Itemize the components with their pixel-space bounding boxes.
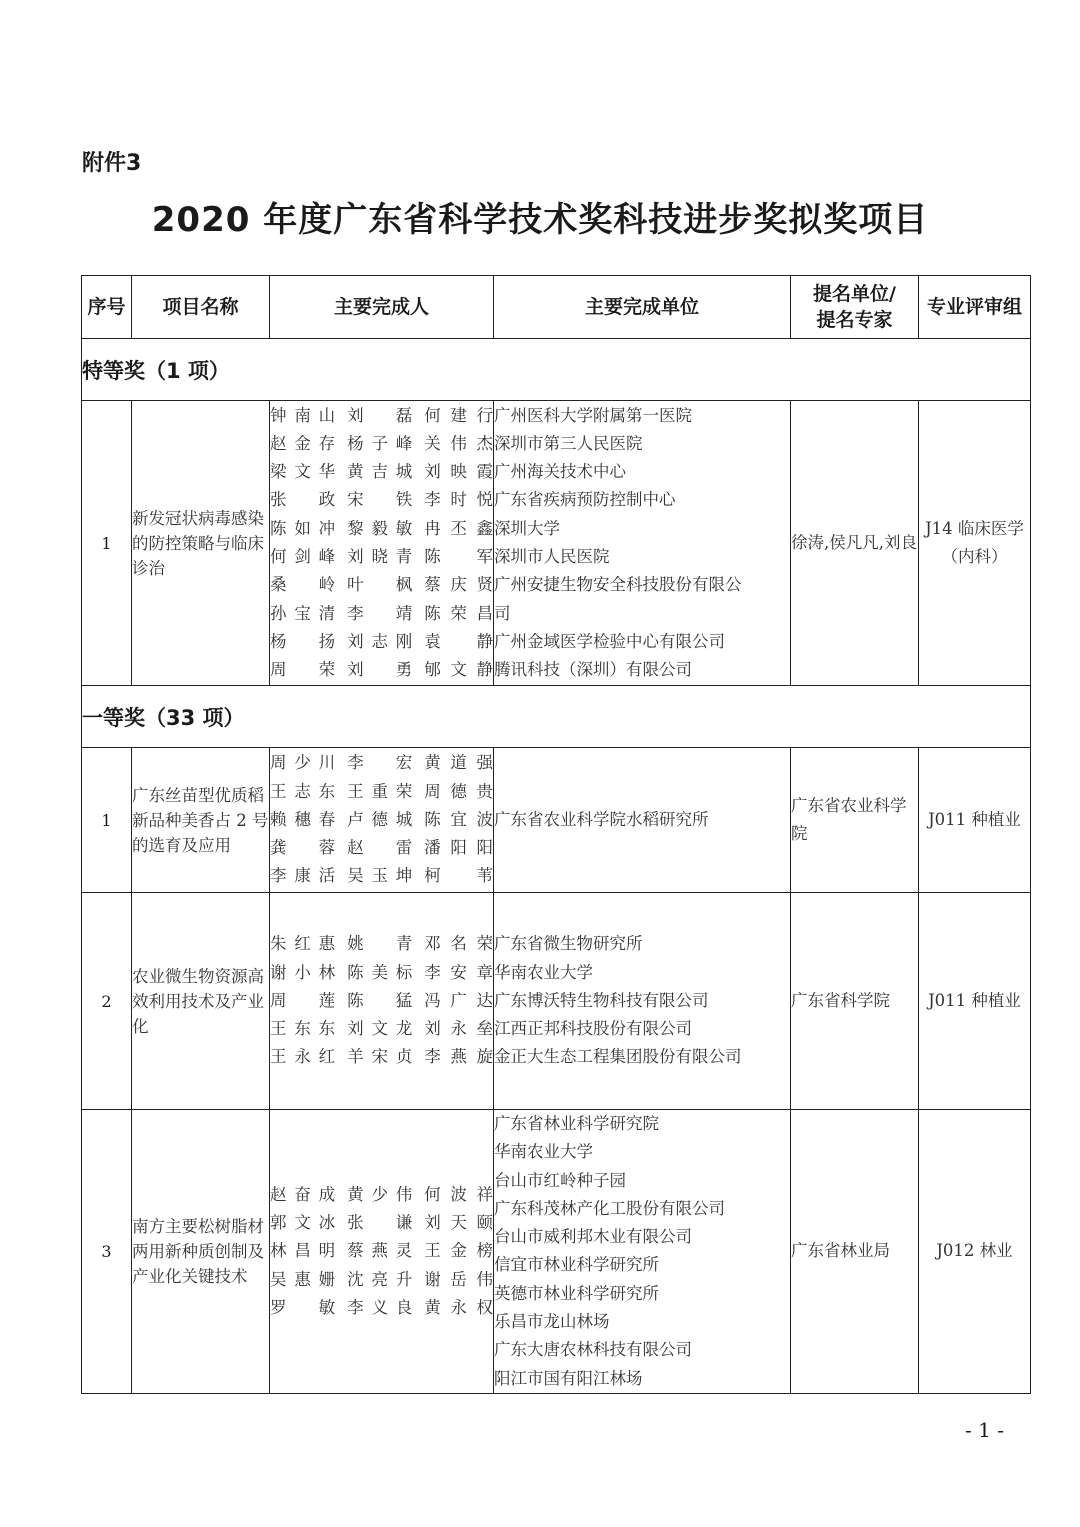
person-name: 叶 枫 — [347, 575, 413, 595]
people-line — [270, 834, 493, 862]
unit-name: 广东大唐农林科技有限公司 — [494, 1340, 692, 1360]
person-name: 陈荣昌 — [424, 603, 493, 623]
person-name: 李 宏 — [347, 753, 413, 773]
person-name: 黄少伟 — [347, 1184, 413, 1204]
person-name: 周 荣 — [270, 660, 336, 680]
people-line — [270, 806, 493, 834]
person-name: 何波祥 — [424, 1184, 493, 1204]
unit-name: 台山市红岭种子园 — [494, 1170, 626, 1190]
person-name: 王永红 — [270, 1047, 336, 1067]
units-cell — [494, 401, 791, 686]
person-name: 冉丕鑫 — [424, 518, 493, 538]
nominator: 广东省科学院 — [791, 893, 919, 1110]
unit-name: 乐昌市龙山林场 — [494, 1312, 610, 1332]
person-name: 王金榜 — [424, 1241, 493, 1261]
person-name: 李安章 — [424, 962, 493, 982]
person-name: 袁 静 — [424, 631, 493, 651]
review-group: J011 种植业 — [919, 748, 1031, 893]
section-row — [82, 686, 1031, 748]
people-line — [270, 959, 493, 987]
review-group: J14 临床医学（内科） — [919, 401, 1031, 686]
page-number: - 1 - — [965, 1418, 1004, 1442]
people-line — [270, 930, 493, 958]
people-line — [270, 1043, 493, 1071]
person-name: 刘天颐 — [424, 1213, 493, 1233]
unit-name: 广东省微生物研究所 — [494, 934, 643, 954]
person-name: 羊宋贞 — [347, 1047, 413, 1067]
person-name: 蔡燕灵 — [347, 1241, 413, 1261]
people-line — [270, 1294, 493, 1322]
person-name: 刘永垒 — [424, 1019, 493, 1039]
unit-name: 司 — [494, 603, 511, 623]
person-name: 黎毅敏 — [347, 518, 413, 538]
person-name: 蔡庆贤 — [424, 575, 493, 595]
col-header-name: 项目名称 — [132, 276, 270, 339]
review-group: J011 种植业 — [919, 893, 1031, 1110]
nominator: 广东省农业科学院 — [791, 748, 919, 893]
person-name: 吴惠姗 — [270, 1269, 336, 1289]
people-line — [270, 628, 493, 656]
unit-name: 广州金域医学检验中心有限公司 — [494, 631, 725, 651]
person-name: 李康活 — [270, 866, 336, 886]
col-header-nominator-text: 提名单位/ 提名专家 — [813, 283, 896, 331]
person-name: 何建行 — [424, 405, 493, 425]
person-name: 谢小林 — [270, 962, 336, 982]
nominator: 广东省林业局 — [791, 1110, 919, 1394]
person-name: 周少川 — [270, 753, 336, 773]
row-number: 2 — [82, 893, 132, 1110]
unit-name: 金正大生态工程集团股份有限公司 — [494, 1047, 742, 1067]
person-name: 冯广达 — [424, 990, 493, 1010]
person-name: 王重荣 — [347, 781, 413, 801]
document-title: 2020 年度广东省科学技术奖科技进步奖拟奖项目 — [151, 200, 929, 240]
person-name: 张 政 — [270, 490, 336, 510]
person-name: 桑 岭 — [270, 575, 336, 595]
unit-name: 华南农业大学 — [494, 1142, 593, 1162]
unit-name: 英德市林业科学研究所 — [494, 1283, 659, 1303]
unit-name: 深圳大学 — [494, 518, 560, 538]
unit-name: 广州安捷生物安全科技股份有限公 — [494, 575, 742, 595]
people-line — [270, 571, 493, 599]
person-name: 黄吉城 — [347, 462, 413, 482]
awards-table — [81, 275, 1031, 1394]
person-name: 刘文龙 — [347, 1019, 413, 1039]
person-name: 刘映霞 — [424, 462, 493, 482]
person-name: 王东东 — [270, 1019, 336, 1039]
person-name: 赵奋成 — [270, 1184, 336, 1204]
people-cell — [270, 1110, 494, 1394]
row-number: 1 — [82, 401, 132, 686]
people-line — [270, 656, 493, 684]
people-line — [270, 486, 493, 514]
person-name: 陈 军 — [424, 547, 493, 566]
person-name: 罗 敏 — [270, 1297, 336, 1317]
units-cell — [494, 1110, 791, 1394]
people-line — [270, 458, 493, 486]
person-name: 钟南山 — [270, 405, 336, 425]
people-line — [270, 862, 493, 890]
person-name: 沈亮升 — [347, 1269, 413, 1289]
people-line — [270, 778, 493, 806]
person-name: 姚 青 — [347, 934, 413, 954]
section-label: 特等奖（1 项） — [82, 339, 1031, 401]
section-label: 一等奖（33 项） — [82, 686, 1031, 748]
person-name: 柯 苇 — [424, 866, 493, 886]
table-header-row — [82, 276, 1031, 339]
person-name: 赵金存 — [270, 433, 336, 453]
person-name: 谢岳伟 — [424, 1269, 493, 1289]
people-line — [270, 402, 493, 430]
people-cell — [270, 748, 494, 893]
people-line — [270, 987, 493, 1015]
review-group: J012 林业 — [919, 1110, 1031, 1394]
people-line — [270, 515, 493, 543]
project-name: 新发冠状病毒感染的防控策略与临床诊治 — [132, 401, 270, 686]
person-name: 孙宝清 — [270, 603, 336, 623]
people-line — [270, 1181, 493, 1209]
table-row — [82, 1110, 1031, 1394]
person-name: 郭文冰 — [270, 1213, 336, 1233]
person-name: 吴玉坤 — [347, 866, 413, 886]
person-name: 林昌明 — [270, 1241, 336, 1261]
unit-name: 深圳市人民医院 — [494, 547, 610, 566]
col-header-units: 主要完成单位 — [494, 276, 791, 339]
people-line — [270, 1237, 493, 1265]
person-name: 关伟杰 — [424, 433, 493, 453]
col-header-people: 主要完成人 — [270, 276, 494, 339]
person-name: 赖穗春 — [270, 809, 336, 829]
person-name: 黄道强 — [424, 753, 493, 773]
person-name: 潘阳阳 — [424, 838, 493, 858]
table-row — [82, 748, 1031, 893]
person-name: 周德贵 — [424, 781, 493, 801]
nominator: 徐涛,侯凡凡,刘良 — [791, 401, 919, 686]
unit-name: 广东科茂林产化工股份有限公司 — [494, 1198, 725, 1218]
unit-name: 广州海关技术中心 — [494, 462, 626, 482]
people-line — [270, 1209, 493, 1237]
people-line — [270, 1015, 493, 1043]
people-line — [270, 1266, 493, 1294]
person-name: 杨 扬 — [270, 631, 336, 651]
person-name: 李时悦 — [424, 490, 493, 510]
person-name: 邓名荣 — [424, 934, 493, 954]
people-cell — [270, 401, 494, 686]
person-name: 周 莲 — [270, 990, 336, 1010]
person-name: 张 谦 — [347, 1213, 413, 1233]
unit-name: 阳江市国有阳江林场 — [494, 1368, 643, 1388]
units-cell — [494, 748, 791, 893]
project-name: 南方主要松树脂材两用新种质创制及产业化关键技术 — [132, 1110, 270, 1394]
person-name: 刘志刚 — [347, 631, 413, 651]
person-name: 龚 蓉 — [270, 838, 336, 858]
person-name: 黄永权 — [424, 1297, 493, 1317]
col-header-group: 专业评审组 — [919, 276, 1031, 339]
unit-name: 江西正邦科技股份有限公司 — [494, 1019, 692, 1039]
unit-name: 广州医科大学附属第一医院 — [494, 405, 692, 425]
units-cell — [494, 893, 791, 1110]
row-number: 3 — [82, 1110, 132, 1394]
unit-name: 深圳市第三人民医院 — [494, 433, 643, 453]
unit-name: 信宜市林业科学研究所 — [494, 1255, 659, 1275]
table-row — [82, 893, 1031, 1110]
table-body — [82, 339, 1031, 1394]
person-name: 陈 猛 — [347, 990, 413, 1010]
person-name: 杨子峰 — [347, 433, 413, 453]
person-name: 李 靖 — [347, 603, 413, 623]
unit-name: 台山市威利邦木业有限公司 — [494, 1227, 692, 1247]
people-line — [270, 430, 493, 458]
people-line — [270, 543, 493, 571]
col-header-no: 序号 — [82, 276, 132, 339]
section-row — [82, 339, 1031, 401]
person-name: 王志东 — [270, 781, 336, 801]
unit-name: 广东省农业科学院水稻研究所 — [494, 809, 709, 829]
attachment-label: 附件3 — [82, 151, 142, 176]
person-name: 朱红惠 — [270, 934, 336, 954]
person-name: 郇文静 — [424, 660, 493, 680]
table-row — [82, 401, 1031, 686]
project-name: 广东丝苗型优质稻新品种美香占 2 号的选育及应用 — [132, 748, 270, 893]
col-header-nominator — [791, 276, 919, 339]
unit-name: 华南农业大学 — [494, 962, 593, 982]
person-name: 李义良 — [347, 1297, 413, 1317]
people-line — [270, 600, 493, 628]
unit-name: 腾讯科技（深圳）有限公司 — [494, 660, 692, 680]
person-name: 李燕旋 — [424, 1047, 493, 1067]
project-name: 农业微生物资源高效利用技术及产业化 — [132, 893, 270, 1110]
person-name: 何剑峰 — [270, 547, 336, 566]
person-name: 刘 勇 — [347, 660, 413, 680]
person-name: 卢德城 — [347, 809, 413, 829]
unit-name: 广东省林业科学研究院 — [494, 1114, 659, 1133]
person-name: 刘 磊 — [347, 405, 413, 425]
people-line — [270, 749, 493, 777]
people-cell — [270, 893, 494, 1110]
person-name: 赵 雷 — [347, 838, 413, 858]
person-name: 陈宜波 — [424, 809, 493, 829]
person-name: 陈美标 — [347, 962, 413, 982]
person-name: 陈如冲 — [270, 518, 336, 538]
person-name: 刘晓青 — [347, 547, 413, 566]
unit-name: 广东博沃特生物科技有限公司 — [494, 990, 709, 1010]
person-name: 梁文华 — [270, 462, 336, 482]
unit-name: 广东省疾病预防控制中心 — [494, 490, 676, 510]
person-name: 宋 铁 — [347, 490, 413, 510]
row-number: 1 — [82, 748, 132, 893]
